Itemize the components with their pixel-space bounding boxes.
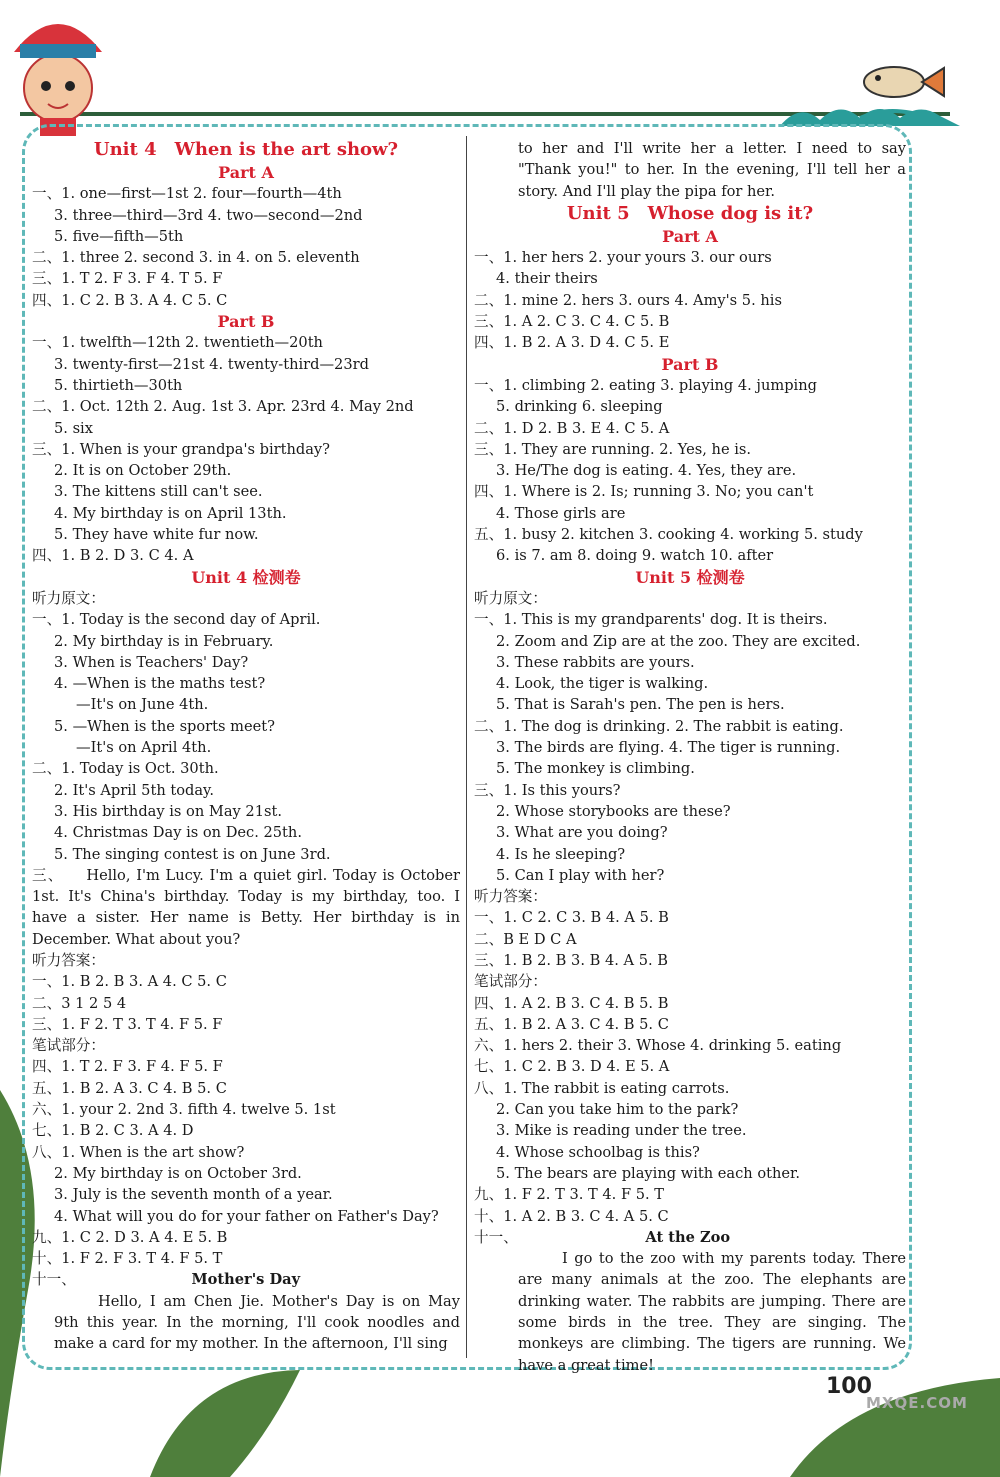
answer-line: 3. What are you doing? — [496, 824, 668, 842]
answer-line: 二、1. D 2. B 3. E 4. C 5. A — [474, 419, 670, 437]
answer-line: 5. The bears are playing with each other. — [496, 1164, 801, 1182]
answer-line: 一、1. one—first—1st 2. four—fourth—4th — [32, 185, 342, 203]
answer-line: 3. He/The dog is eating. 4. Yes, they are. — [496, 462, 797, 480]
column-divider — [466, 136, 467, 1358]
answer-line: 5. They have white fur now. — [54, 526, 259, 544]
answer-line: 6. is 7. am 8. doing 9. watch 10. after — [496, 547, 774, 565]
essay-continuation: to her and I'll write her a letter. I need to say "Thank you!" to her. In the evening, I'll tell her a story. And I'll play the pipa for her. — [518, 140, 906, 200]
answer-line: 4. Look, the tiger is walking. — [496, 675, 709, 693]
answer-line: 2. It is on October 29th. — [54, 462, 232, 480]
answer-line: 四、1. T 2. F 3. F 4. F 5. F — [32, 1058, 223, 1076]
answer-line: 一、1. her hers 2. your yours 3. our ours — [474, 249, 772, 267]
listening-passage: 三、 Hello, I'm Lucy. I'm a quiet girl. Today is October 1st. It's China's birthday. Today is my birthday, too. I have a sister. Her name is Betty. Her birthday is in December. What about you? — [32, 866, 460, 948]
unit4-test-heading: Unit 4 检测卷 — [191, 567, 301, 587]
answer-line: 5. drinking 6. sleeping — [496, 398, 663, 416]
answer-line: 3. When is Teachers' Day? — [54, 653, 249, 671]
answer-line: 四、1. B 2. D 3. C 4. A — [32, 547, 194, 565]
answer-line: 3. These rabbits are yours. — [496, 653, 695, 671]
essay-text: Hello, I am Chen Jie. Mother's Day is on May 9th this year. In the morning, I'll cook noodles and make a card for my mother. In the afternoon, I'll sing — [54, 1292, 460, 1353]
answer-line: 三、1. T 2. F 3. F 4. T 5. F — [32, 270, 223, 288]
answer-line: 三、1. A 2. C 3. C 4. C 5. B — [474, 313, 670, 331]
answer-line: 五、1. B 2. A 3. C 4. B 5. C — [32, 1079, 227, 1097]
answer-line: 一、1. twelfth—12th 2. twentieth—20th — [32, 334, 323, 352]
answer-line: 2. My birthday is on October 3rd. — [54, 1164, 302, 1182]
answer-line: 5. five—fifth—5th — [54, 227, 184, 245]
leaf-icon — [150, 1362, 310, 1477]
answer-line: 六、1. your 2. 2nd 3. fifth 4. twelve 5. 1st — [32, 1101, 336, 1119]
section-label: 笔试部分： — [474, 973, 547, 991]
answer-line: 3. The kittens still can't see. — [54, 483, 263, 501]
answer-line: 4. Is he sleeping? — [496, 845, 626, 863]
part-b-heading: Part B — [217, 312, 275, 332]
answer-line: 3. three—third—3rd 4. two—second—2nd — [54, 206, 363, 224]
answer-line: 一、1. This is my grandparents' dog. It is theirs. — [474, 611, 828, 629]
answer-line: —It's on June 4th. — [76, 696, 209, 714]
answer-line: 七、1. C 2. B 3. D 4. E 5. A — [474, 1058, 670, 1076]
answer-line: 九、1. C 2. D 3. A 4. E 5. B — [32, 1228, 228, 1246]
section-label: 听力原文： — [474, 589, 547, 607]
answer-line: 一、1. B 2. B 3. A 4. C 5. C — [32, 973, 227, 991]
answer-line: 5. The monkey is climbing. — [496, 760, 695, 778]
answer-line: 4. Whose schoolbag is this? — [496, 1143, 700, 1161]
answer-line: 十、1. F 2. F 3. T 4. F 5. T — [32, 1250, 223, 1268]
section-label: 听力原文： — [32, 589, 105, 607]
answer-line: 二、1. three 2. second 3. in 4. on 5. eleventh — [32, 249, 360, 267]
answer-line: 5. The singing contest is on June 3rd. — [54, 845, 331, 863]
answer-line: 4. Christmas Day is on Dec. 25th. — [54, 824, 302, 842]
answer-line: 二、3 1 2 5 4 — [32, 994, 127, 1012]
left-column — [32, 138, 460, 1355]
answer-line: 5. thirtieth—30th — [54, 376, 183, 394]
answer-line: 八、1. The rabbit is eating carrots. — [474, 1079, 730, 1097]
answer-line: 五、1. B 2. A 3. C 4. B 5. C — [474, 1015, 669, 1033]
answer-line: 一、1. C 2. C 3. B 4. A 5. B — [474, 909, 669, 927]
answer-line: 5. —When is the sports meet? — [54, 717, 275, 735]
essay-heading: 十一、 At the Zoo — [474, 1228, 731, 1246]
section-label: 笔试部分： — [32, 1037, 105, 1055]
watermark: MXQE.COM — [866, 1394, 968, 1412]
answer-line: 一、1. climbing 2. eating 3. playing 4. jumping — [474, 376, 817, 394]
answer-line: 4. —When is the maths test? — [54, 675, 266, 693]
unit5-heading: Unit 5 Whose dog is it? — [566, 202, 814, 224]
answer-line: 2. Whose storybooks are these? — [496, 802, 731, 820]
leaf-icon — [790, 1370, 1000, 1477]
answer-line: 三、1. Is this yours? — [474, 781, 621, 799]
essay-text: I go to the zoo with my parents today. There are many animals at the zoo. The elephants are drinking water. The rabbits are jumping. There are some birds in the tree. They are singing. The monkeys are climbing. The tigers are running. We have a great time! — [518, 1250, 906, 1374]
answer-line: 2. My birthday is in February. — [54, 632, 274, 650]
unit5-test-heading: Unit 5 检测卷 — [635, 567, 745, 587]
part-a-heading: Part A — [218, 163, 274, 182]
answer-line: 三、1. B 2. B 3. B 4. A 5. B — [474, 951, 668, 969]
answer-line: 3. twenty-first—21st 4. twenty-third—23rd — [54, 355, 369, 373]
answer-line: 四、1. C 2. B 3. A 4. C 5. C — [32, 291, 228, 309]
answer-line: 九、1. F 2. T 3. T 4. F 5. T — [474, 1186, 665, 1204]
answer-line: 4. Those girls are — [496, 504, 626, 522]
answer-line: 三、1. When is your grandpa's birthday? — [32, 440, 330, 458]
answer-line: 5. That is Sarah's pen. The pen is hers. — [496, 696, 785, 714]
part-b-heading: Part B — [661, 354, 719, 374]
answer-line: 五、1. busy 2. kitchen 3. cooking 4. working 5. study — [474, 526, 863, 544]
answer-line: 二、B E D C A — [474, 930, 577, 948]
answer-line: 二、1. mine 2. hers 3. ours 4. Amy's 5. his — [474, 291, 782, 309]
unit4-heading: Unit 4 When is the art show? — [93, 139, 399, 160]
answer-line: 4. their theirs — [496, 270, 598, 288]
answer-line: 一、1. Today is the second day of April. — [32, 611, 321, 629]
answer-line: 三、1. They are running. 2. Yes, he is. — [474, 440, 752, 458]
answer-line: 5. six — [54, 419, 93, 437]
answer-line: 四、1. B 2. A 3. D 4. C 5. E — [474, 334, 670, 352]
part-a-heading: Part A — [662, 226, 718, 246]
answer-line: 四、1. A 2. B 3. C 4. B 5. B — [474, 994, 669, 1012]
answer-line: 2. Can you take him to the park? — [496, 1101, 739, 1119]
answer-line: 二、1. Today is Oct. 30th. — [32, 760, 219, 778]
answer-line: 3. His birthday is on May 21st. — [54, 802, 282, 820]
answer-line: 二、1. The dog is drinking. 2. The rabbit is eating. — [474, 717, 844, 735]
answer-line: 八、1. When is the art show? — [32, 1143, 245, 1161]
answer-line: 3. July is the seventh month of a year. — [54, 1186, 333, 1204]
answer-line: 四、1. Where is 2. Is; running 3. No; you can't — [474, 483, 814, 501]
answer-line: 3. Mike is reading under the tree. — [496, 1122, 747, 1140]
essay-heading: 十一、 Mother's Day — [32, 1271, 301, 1289]
answer-line: 4. What will you do for your father on Father's Day? — [54, 1207, 439, 1225]
answer-line: 2. Zoom and Zip are at the zoo. They are excited. — [496, 632, 861, 650]
answer-line: 二、1. Oct. 12th 2. Aug. 1st 3. Apr. 23rd 4. May 2nd — [32, 398, 414, 416]
answer-line: 2. It's April 5th today. — [54, 781, 214, 799]
answer-line: 三、1. F 2. T 3. T 4. F 5. F — [32, 1015, 223, 1033]
answer-line: 六、1. hers 2. their 3. Whose 4. drinking 5. eating — [474, 1037, 842, 1055]
answer-line: —It's on April 4th. — [76, 739, 212, 757]
right-column — [474, 138, 906, 1376]
answer-line: 七、1. B 2. C 3. A 4. D — [32, 1122, 194, 1140]
answer-line: 十、1. A 2. B 3. C 4. A 5. C — [474, 1207, 669, 1225]
answer-line: 4. My birthday is on April 13th. — [54, 504, 287, 522]
answer-line: 5. Can I play with her? — [496, 866, 665, 884]
section-label: 听力答案： — [32, 951, 105, 969]
page-number: 100 — [826, 1374, 872, 1399]
section-label: 听力答案： — [474, 888, 547, 906]
answer-line: 3. The birds are flying. 4. The tiger is running. — [496, 739, 841, 757]
cartoon-character-icon — [0, 0, 130, 140]
